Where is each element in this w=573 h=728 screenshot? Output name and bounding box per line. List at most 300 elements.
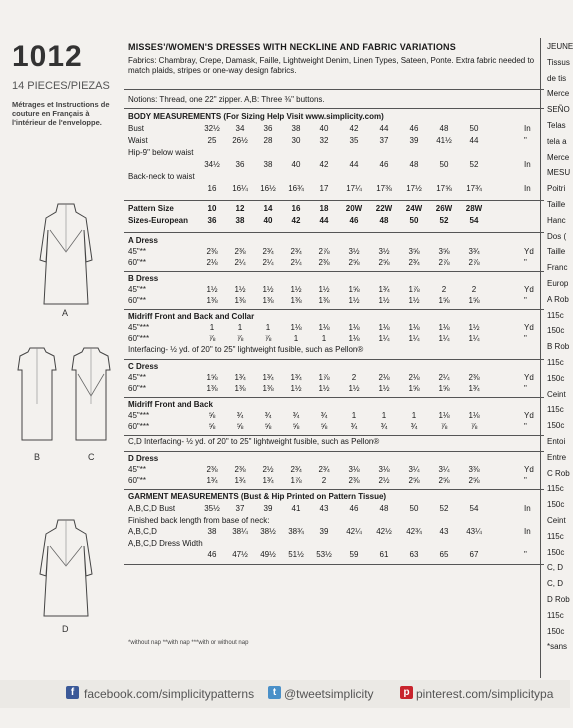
row-label: Hip-9" below waist — [128, 148, 194, 157]
section-title: A Dress — [128, 236, 158, 245]
table-cell: 3½ — [348, 247, 360, 256]
table-cell: 32 — [319, 136, 329, 145]
table-cell: 1½ — [408, 296, 420, 305]
table-cell: 1¾ — [378, 285, 390, 294]
table-cell: 42 — [319, 160, 329, 169]
table-cell: 52 — [439, 216, 449, 225]
right-column-text: Poitri — [547, 184, 566, 194]
table-row — [128, 476, 540, 488]
table-cell: 1¾ — [468, 384, 480, 393]
right-column-text: 150c — [547, 326, 565, 336]
table-cell: ¾ — [320, 411, 328, 420]
table-cell: 28W — [465, 204, 483, 213]
table-cell: 34½ — [204, 160, 220, 169]
table-cell: 1⅜ — [318, 296, 330, 305]
table-cell: 1¼ — [438, 334, 450, 343]
right-column-text: 115c — [547, 531, 564, 541]
table-cell: ¾ — [292, 411, 300, 420]
unit-label: " — [524, 476, 527, 485]
table-cell: 2⅞ — [438, 258, 450, 267]
table-cell: 2⅞ — [318, 247, 330, 256]
section-title: Midriff Front and Back and Collar — [128, 312, 255, 321]
table-cell: 38¼ — [232, 527, 248, 536]
table-cell: 39 — [409, 136, 419, 145]
right-column-text: Europ — [547, 279, 569, 288]
dress-a-illustration — [26, 200, 106, 310]
divider — [124, 200, 544, 201]
right-column-text: C, D — [547, 563, 563, 573]
table-cell: 65 — [439, 550, 449, 559]
table-cell: 16¼ — [232, 184, 248, 193]
unit-label: In — [524, 124, 531, 133]
right-column-text: Franc — [547, 263, 568, 273]
table-cell: 44 — [469, 136, 479, 145]
table-row — [128, 148, 540, 160]
row-label: Pattern Size — [128, 204, 174, 213]
table-cell: 1½ — [348, 384, 360, 393]
section-title: Midriff Front and Back — [128, 400, 213, 409]
table-cell: 1 — [381, 411, 387, 420]
table-cell: 2⅝ — [348, 258, 360, 267]
divider — [124, 435, 544, 436]
notions-text: Notions: Thread, one 22" zipper. A,B: Three ⅜" buttons. — [128, 95, 325, 104]
right-column-text: Tissus — [547, 57, 570, 67]
table-cell: 1½ — [378, 296, 390, 305]
table-cell: ⅞ — [236, 334, 244, 343]
table-cell: 48 — [379, 504, 389, 513]
table-cell: 42¾ — [406, 527, 422, 536]
row-label: A,B,C,D Dress Width — [128, 538, 203, 548]
table-cell: 2⅜ — [468, 373, 480, 382]
table-row — [128, 172, 540, 184]
unit-label: " — [524, 550, 527, 559]
table-cell: 1½ — [234, 285, 246, 294]
right-column-text: Telas — [547, 121, 566, 130]
table-cell: 1¾ — [206, 476, 218, 485]
table-cell: 51½ — [288, 550, 304, 559]
table-cell: 18 — [319, 204, 329, 213]
table-cell: 35 — [349, 136, 359, 145]
table-cell: 2⅞ — [468, 258, 480, 267]
table-cell: 49½ — [260, 550, 276, 559]
table-cell: 3⅝ — [408, 247, 420, 256]
table-cell: 1⅝ — [438, 384, 450, 393]
divider — [124, 564, 544, 565]
table-cell: 38 — [263, 160, 273, 169]
table-cell: 12 — [235, 204, 245, 213]
unit-label: " — [524, 296, 527, 305]
table-cell: 25 — [207, 136, 217, 145]
table-cell: 50 — [439, 160, 449, 169]
table-cell: 2⅜ — [318, 258, 330, 267]
table-cell: 17⅝ — [436, 184, 452, 193]
table-cell: 16 — [207, 184, 217, 193]
right-column-text: tela a — [547, 136, 567, 146]
table-cell: 1½ — [348, 296, 360, 305]
table-cell: 1 — [351, 411, 357, 420]
table-cell: 37 — [235, 504, 245, 513]
row-label: 60"*** — [128, 334, 150, 343]
table-cell: 2¾ — [262, 247, 274, 256]
twitter-icon: t — [268, 686, 281, 699]
view-label-a: A — [62, 308, 69, 318]
table-cell: 2¼ — [290, 258, 302, 267]
pattern-title: MISSES'/WOMEN'S DRESSES WITH NECKLINE AND FABRIC VARIATIONS — [128, 42, 456, 52]
table-cell: 38 — [235, 216, 245, 225]
table-cell: 1⅝ — [408, 384, 420, 393]
french-spanish-column — [544, 38, 573, 678]
table-cell: 2 — [321, 476, 327, 485]
row-label: Finished back length from base of neck: — [128, 515, 270, 525]
table-cell: 2¾ — [318, 465, 330, 474]
table-cell: 61 — [379, 550, 389, 559]
table-cell: 2⅝ — [408, 476, 420, 485]
unit-label: Yd — [524, 247, 534, 256]
divider — [124, 397, 544, 398]
table-cell: 1⅞ — [408, 285, 420, 294]
table-cell: 17 — [319, 184, 329, 193]
facebook-link[interactable]: facebook.com/simplicitypatterns — [84, 687, 255, 701]
table-cell: 16¾ — [288, 184, 304, 193]
table-cell: 14 — [263, 204, 273, 213]
table-cell: 36 — [263, 124, 273, 133]
table-cell: 36 — [207, 216, 217, 225]
table-cell: 2¾ — [408, 258, 420, 267]
table-cell: 32½ — [204, 124, 220, 133]
table-cell: 43 — [319, 504, 329, 513]
table-cell: 1 — [411, 411, 417, 420]
view-label-b: B — [34, 452, 41, 462]
row-label: Back-neck to waist — [128, 172, 195, 181]
table-cell: ⅞ — [264, 334, 272, 343]
table-cell: 42½ — [376, 527, 392, 536]
table-cell: 20W — [345, 204, 363, 213]
right-column-text: Taille — [547, 200, 566, 209]
table-cell: 3⅛ — [378, 465, 390, 474]
table-cell: 3⅜ — [468, 465, 480, 474]
table-cell: 1¼ — [408, 334, 420, 343]
table-cell: 3⅝ — [438, 247, 450, 256]
table-cell: 1¾ — [290, 373, 302, 382]
table-cell: 3½ — [378, 247, 390, 256]
pinterest-link[interactable]: pinterest.com/simplicitypa — [416, 687, 554, 701]
unit-label: Yd — [524, 323, 534, 332]
table-cell: 53½ — [316, 550, 332, 559]
table-cell: 44 — [319, 216, 329, 225]
row-label: Bust — [128, 124, 145, 133]
table-cell: 38¾ — [288, 527, 304, 536]
table-cell: 54 — [469, 216, 479, 225]
unit-label: In — [524, 160, 531, 169]
table-cell: ⅝ — [236, 422, 244, 431]
dress-b-illustration — [12, 344, 62, 444]
table-cell: 48 — [409, 160, 419, 169]
table-cell: 28 — [263, 136, 273, 145]
table-cell: 2⅛ — [408, 373, 420, 382]
right-column-text: MESU — [547, 168, 571, 178]
table-cell: 1⅛ — [438, 411, 450, 420]
table-cell: 42 — [349, 124, 359, 133]
table-cell: 39 — [319, 527, 329, 536]
table-cell: 2⅜ — [348, 476, 360, 485]
size-row — [128, 204, 540, 216]
table-cell: 2⅛ — [206, 258, 218, 267]
divider — [124, 489, 544, 490]
table-cell: 1⅜ — [262, 296, 274, 305]
table-cell: 2⅝ — [378, 258, 390, 267]
table-cell: 63 — [409, 550, 419, 559]
unit-label: Yd — [524, 411, 534, 420]
table-cell: 26½ — [232, 136, 248, 145]
fabrics-text: Fabrics: Chambray, Crepe, Damask, Faille, Lightweight Denim, Linen Types, Sateen, Ponte. Extra fabric needed to match plaids, stripes or one-way design fabrics. — [128, 56, 535, 75]
row-label: Sizes-European — [128, 216, 189, 225]
row-label: A,B,C,D Bust — [128, 504, 176, 513]
divider — [124, 271, 544, 272]
table-cell: 46 — [349, 504, 359, 513]
unit-label: Yd — [524, 285, 534, 294]
table-cell: 16½ — [260, 184, 276, 193]
table-cell: 1¼ — [468, 334, 480, 343]
table-cell: ¾ — [236, 411, 244, 420]
table-row — [128, 527, 540, 539]
unit-label: " — [524, 422, 527, 431]
divider — [124, 309, 544, 310]
divider — [124, 232, 544, 233]
table-cell: 1½ — [290, 285, 302, 294]
table-cell: 2¼ — [262, 258, 274, 267]
table-cell: 1⅜ — [262, 384, 274, 393]
table-cell: 1¾ — [262, 373, 274, 382]
table-cell: 1⅛ — [318, 323, 330, 332]
table-cell: 16 — [291, 204, 301, 213]
twitter-link[interactable]: @tweetsimplicity — [284, 687, 374, 701]
right-column-text: B Rob — [547, 342, 570, 352]
pattern-number: 1012 — [12, 40, 83, 73]
table-cell: 1 — [293, 334, 299, 343]
row-label: 45"** — [128, 373, 146, 382]
table-cell: 59 — [349, 550, 359, 559]
table-cell: ¾ — [380, 422, 388, 431]
table-cell: 1⅜ — [234, 296, 246, 305]
table-cell: ⅝ — [208, 422, 216, 431]
table-cell: 41 — [291, 504, 301, 513]
unit-label: " — [524, 384, 527, 393]
table-cell: 40 — [319, 124, 329, 133]
right-column-text: Merce — [547, 89, 570, 99]
table-cell: 1⅜ — [206, 296, 218, 305]
table-cell: 22W — [375, 204, 393, 213]
table-cell: 52 — [439, 504, 449, 513]
right-column-text: 150c — [547, 421, 565, 431]
table-cell: 50 — [409, 216, 419, 225]
table-cell: 2¾ — [290, 465, 302, 474]
row-label: 60"** — [128, 384, 146, 393]
table-row — [128, 504, 540, 516]
table-cell: 1⅛ — [408, 323, 420, 332]
table-cell: 2 — [471, 285, 477, 294]
table-cell: 10 — [207, 204, 217, 213]
interfacing-note: Interfacing- ½ yd. of 20" to 25" lightweight fusible, such as Pellon® — [128, 345, 364, 354]
right-column-text: 115c — [547, 484, 564, 494]
table-cell: 46 — [409, 124, 419, 133]
row-label: 45"** — [128, 465, 146, 474]
row-label: 60"** — [128, 258, 146, 267]
table-cell: 46 — [349, 216, 359, 225]
table-cell: 43¼ — [466, 527, 482, 536]
table-cell: 2¼ — [234, 258, 246, 267]
table-cell: 1¾ — [234, 476, 246, 485]
table-cell: 48 — [379, 216, 389, 225]
table-row — [128, 296, 540, 308]
table-cell: 40 — [263, 216, 273, 225]
table-cell: ⅝ — [320, 422, 328, 431]
right-column-text: A Rob — [547, 294, 569, 304]
row-label: 45"*** — [128, 323, 150, 332]
table-cell: 35½ — [204, 504, 220, 513]
table-cell: 1¼ — [378, 334, 390, 343]
table-cell: 1⅝ — [348, 285, 360, 294]
divider — [124, 359, 544, 360]
divider — [124, 451, 544, 452]
row-label: Waist — [128, 136, 148, 145]
unit-label: " — [524, 258, 527, 267]
right-column-text: 150c — [547, 500, 565, 510]
table-cell: 1⅜ — [290, 296, 302, 305]
table-cell: 41½ — [436, 136, 452, 145]
table-cell: 26W — [435, 204, 453, 213]
table-cell: 1⅛ — [378, 323, 390, 332]
table-cell: 2½ — [378, 476, 390, 485]
table-cell: 44 — [349, 160, 359, 169]
table-cell: 42 — [291, 216, 301, 225]
table-cell: 40 — [291, 160, 301, 169]
table-cell: 2⅝ — [468, 476, 480, 485]
table-cell: 1 — [321, 334, 327, 343]
table-cell: ⅞ — [470, 422, 478, 431]
table-cell: 38 — [291, 124, 301, 133]
table-cell: 54 — [469, 504, 479, 513]
row-label: 60"** — [128, 476, 146, 485]
pinterest-icon: p — [400, 686, 413, 699]
right-column-text: Dos ( — [547, 231, 567, 241]
table-cell: ¾ — [350, 422, 358, 431]
table-cell: ⅝ — [292, 422, 300, 431]
french-note: Métrages et Instructions de couture en Français à l'intérieur de l'enveloppe. — [12, 100, 110, 127]
right-column-text: Entre — [547, 452, 567, 462]
table-cell: 2 — [351, 373, 357, 382]
table-row — [128, 516, 540, 528]
right-column-text: 115c — [547, 310, 564, 320]
table-cell: 1⅛ — [438, 323, 450, 332]
right-column-text: 115c — [547, 405, 564, 415]
table-cell: 1⅛ — [348, 323, 360, 332]
right-column-text: Hanc — [547, 215, 566, 225]
table-cell: 1½ — [318, 384, 330, 393]
table-row — [128, 384, 540, 396]
table-cell: 1⅛ — [290, 323, 302, 332]
right-column-text: 150c — [547, 626, 565, 636]
table-cell: 50 — [409, 504, 419, 513]
unit-label: Yd — [524, 465, 534, 474]
table-cell: 2⅜ — [206, 465, 218, 474]
table-cell: 3⅛ — [348, 465, 360, 474]
right-column-text: 115c — [547, 358, 564, 367]
right-column-text: 150c — [547, 547, 565, 557]
right-column-text: C Rob — [547, 468, 570, 478]
table-cell: 3¼ — [438, 465, 450, 474]
table-cell: 2⅛ — [378, 373, 390, 382]
table-cell: 1⅛ — [468, 411, 480, 420]
table-cell: 2 — [441, 285, 447, 294]
table-cell: 2⅝ — [438, 476, 450, 485]
table-cell: 42¼ — [346, 527, 362, 536]
table-row — [128, 422, 540, 434]
table-cell: 24W — [405, 204, 423, 213]
table-cell: 1½ — [262, 285, 274, 294]
table-cell: 1⅝ — [206, 373, 218, 382]
table-cell: ⅝ — [264, 422, 272, 431]
table-cell: 38 — [207, 527, 217, 536]
right-column-text: Ceint — [547, 389, 566, 399]
table-cell: 30 — [291, 136, 301, 145]
table-cell: 2¾ — [290, 247, 302, 256]
table-cell: 39 — [263, 504, 273, 513]
table-row — [128, 184, 540, 196]
right-column-text: JEUNE — [547, 42, 573, 51]
table-cell: 17⅜ — [376, 184, 392, 193]
table-row — [128, 124, 540, 136]
unit-label: Yd — [524, 373, 534, 382]
envelope-left-panel — [0, 0, 124, 680]
unit-label: In — [524, 527, 531, 536]
table-cell: 1½ — [378, 384, 390, 393]
table-cell: ¾ — [264, 411, 272, 420]
table-row — [128, 136, 540, 148]
table-cell: 67 — [469, 550, 479, 559]
pieces-count: 14 PIECES/PIEZAS — [12, 80, 110, 92]
table-cell: ¾ — [410, 422, 418, 431]
table-cell: 3¾ — [468, 247, 480, 256]
table-cell: 46 — [379, 160, 389, 169]
table-cell: 1 — [237, 323, 243, 332]
right-column-text: SEÑO — [547, 105, 570, 115]
section-title: C Dress — [128, 362, 159, 371]
table-row — [128, 258, 540, 270]
table-cell: 47½ — [232, 550, 248, 559]
right-column-text: *sans — [547, 642, 568, 652]
table-cell: ⅝ — [208, 411, 216, 420]
right-column-text: Entoi — [547, 437, 566, 446]
table-cell: 36 — [235, 160, 245, 169]
table-cell: 1⅛ — [348, 334, 360, 343]
table-cell: ⅞ — [208, 334, 216, 343]
table-cell: 17½ — [406, 184, 422, 193]
table-cell: 50 — [469, 124, 479, 133]
unit-label: " — [524, 136, 527, 145]
table-row — [128, 550, 540, 562]
table-cell: 37 — [379, 136, 389, 145]
right-column-text: 115c — [547, 610, 564, 620]
table-cell: 2¼ — [438, 373, 450, 382]
table-cell: 52 — [469, 160, 479, 169]
right-column-text: Merce — [547, 152, 570, 162]
social-bar — [0, 680, 570, 708]
table-cell: 46 — [207, 550, 217, 559]
row-label: 60"** — [128, 296, 146, 305]
unit-label: In — [524, 504, 531, 513]
table-row — [128, 160, 540, 172]
table-cell: 1½ — [290, 384, 302, 393]
